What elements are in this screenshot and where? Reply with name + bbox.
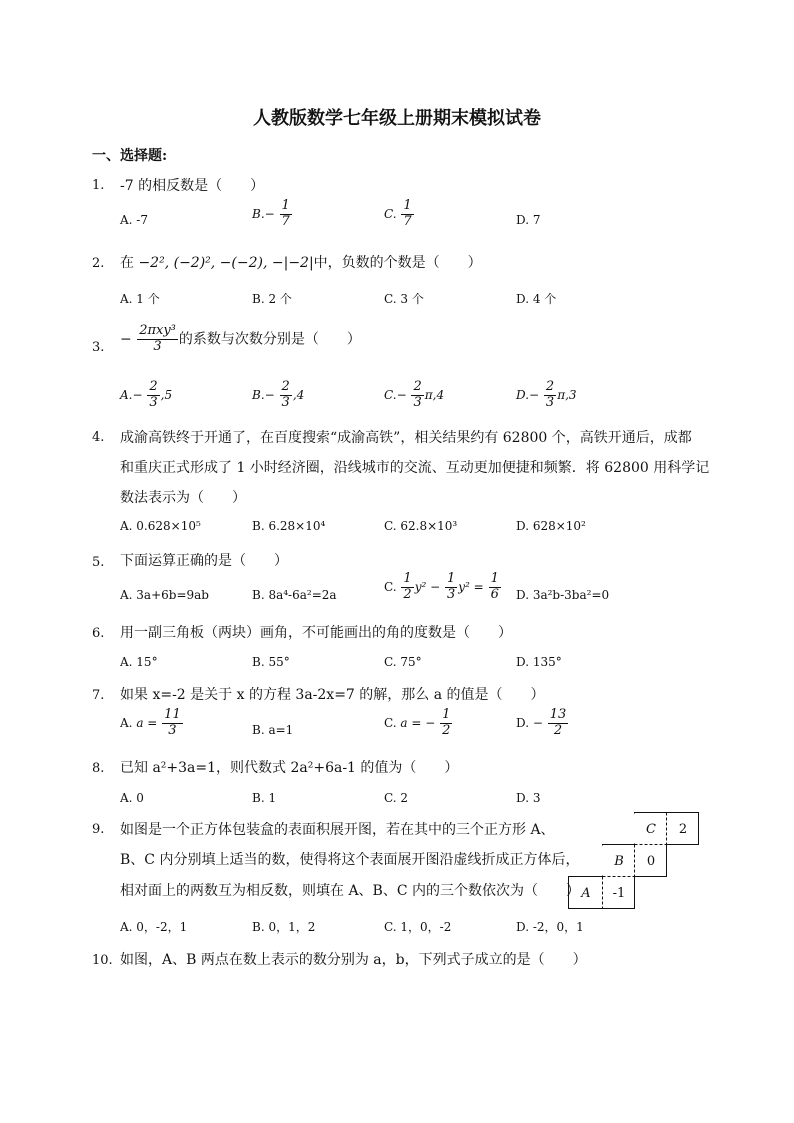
option-a: A. 0 — [120, 791, 144, 805]
option-c: C. a = − $\frac{1}{2}$ — [384, 707, 451, 738]
question-number: 9. — [92, 822, 105, 837]
option-a: A. 0.628×10⁵ — [120, 519, 201, 533]
question-stem-line: 和重庆正式形成了 1 小时经济圈，沿线城市的交流、互动更加便捷和频繁．将 62800 用科学记 — [120, 460, 710, 476]
question-stem: 下面运算正确的是（ ） — [120, 553, 288, 569]
question-stem: 如图，A、B 两点在数上表示的数分别为 a，b，下列式子成立的是（ ） — [120, 952, 587, 968]
option-c: C. 3 个 — [384, 292, 424, 306]
option-c: C. 2 — [384, 791, 409, 805]
net-cell-0: 0 — [646, 853, 656, 869]
option-b: B. 2 个 — [252, 292, 292, 306]
option-a: A. 15° — [120, 655, 158, 669]
option-c: C. 62.8×10³ — [384, 519, 458, 533]
question-stem-line: 如图是一个正方体包装盒的表面积展开图，若在其中的三个正方形 A、 — [120, 822, 555, 838]
math-expression: −2², (−2)², −(−2), −|−2| — [138, 255, 314, 271]
question-stem-line: B、C 内分别填上适当的数，使得将这个表面展开图沿虚线折成正方体后， — [120, 852, 580, 868]
option-b: B. 1 — [252, 791, 277, 805]
option-a: A.− $\frac{2}{3}$ ,5 — [120, 379, 173, 410]
option-a: A. 3a+6b=9ab — [120, 588, 209, 602]
net-cell-neg1: -1 — [612, 885, 626, 901]
question-stem: 在 −2², (−2)², −(−2), −|−2|中，负数的个数是（ ） — [120, 255, 482, 271]
question-number: 2. — [92, 256, 105, 271]
option-b: B.− $\frac{2}{3}$ ,4 — [252, 379, 305, 410]
option-a: A. a = $\frac{11}{3}$ — [120, 707, 181, 738]
option-d: D. 3a²b-3ba²=0 — [516, 588, 610, 602]
net-cell-2: 2 — [678, 821, 688, 837]
question-stem: 如果 x=-2 是关于 x 的方程 3a-2x=7 的解，那么 a 的值是（ ） — [120, 687, 545, 703]
question-stem-line: 数法表示为（ ） — [120, 490, 246, 506]
option-d: D. 628×10² — [516, 519, 586, 533]
question-number: 1. — [92, 178, 105, 193]
question-stem: 用一副三角板（两块）画角，不可能画出的角的度数是（ ） — [120, 625, 512, 641]
question-stem-line: 成渝高铁终于开通了，在百度搜索“成渝高铁”，相关结果约有 62800 个，高铁开通后，成都 — [120, 430, 692, 446]
page-title: 人教版数学七年级上册期末模拟试卷 — [253, 108, 541, 129]
question-stem: − $\frac{\text{2πxy³}}{3}$ 的系数与次数分别是（ ） — [120, 323, 361, 354]
option-c: C. 1，0，-2 — [384, 920, 452, 934]
question-number: 7. — [92, 688, 105, 703]
option-d: D. − $\frac{13}{2}$ — [516, 707, 567, 738]
option-b: B. 8a⁴-6a²=2a — [252, 588, 337, 602]
net-cell-b: B — [614, 853, 624, 869]
option-d: D. 7 — [516, 213, 541, 227]
fraction: $\frac{\text{2πxy³}}{3}$ — [139, 323, 176, 354]
option-b: B.− $\frac{1}{7}$ — [252, 198, 290, 229]
question-stem: 已知 a²+3a=1，则代数式 2a²+6a-1 的值为（ ） — [120, 760, 459, 776]
question-stem-line: 相对面上的两数互为相反数，则填在 A、B、C 内的三个数依次为（ ） — [120, 883, 581, 899]
question-number: 4. — [92, 430, 105, 445]
option-c: C. 75° — [384, 655, 422, 669]
fraction: $\frac{1}{7}$ — [281, 198, 290, 229]
question-number: 6. — [92, 626, 105, 641]
question-number: 3. — [92, 340, 105, 355]
option-d: D. 135° — [516, 655, 562, 669]
option-c: C.− $\frac{2}{3}$ π,4 — [384, 379, 445, 410]
question-number: 10. — [92, 953, 113, 968]
net-cell-c: C — [646, 821, 656, 837]
option-d: D. 3 — [516, 791, 541, 805]
option-a: A. 0，-2，1 — [120, 920, 188, 934]
question-number: 8. — [92, 761, 105, 776]
option-b: B. a=1 — [252, 723, 294, 737]
option-d: D.− $\frac{2}{3}$ π,3 — [516, 379, 577, 410]
question-number: 5. — [92, 555, 105, 570]
option-d: D. -2，0，1 — [516, 920, 584, 934]
option-d: D. 4 个 — [516, 292, 557, 306]
net-cell-a: A — [581, 885, 591, 901]
fraction: $\frac{1}{7}$ — [403, 198, 412, 229]
section-heading: 一、选择题: — [92, 148, 168, 164]
option-b: B. 6.28×10⁴ — [252, 519, 326, 533]
option-a: A. 1 个 — [120, 292, 160, 306]
option-c: C. $\frac{1}{2}$ y² − $\frac{1}{3}$ y² = $\frac{1}{6}$ — [384, 571, 499, 602]
option-b: B. 55° — [252, 655, 290, 669]
option-a: A. -7 — [120, 213, 148, 227]
option-c: C. $\frac{1}{7}$ — [384, 198, 412, 229]
option-b: B. 0，1，2 — [252, 920, 316, 934]
question-stem: -7 的相反数是（ ） — [120, 178, 265, 194]
